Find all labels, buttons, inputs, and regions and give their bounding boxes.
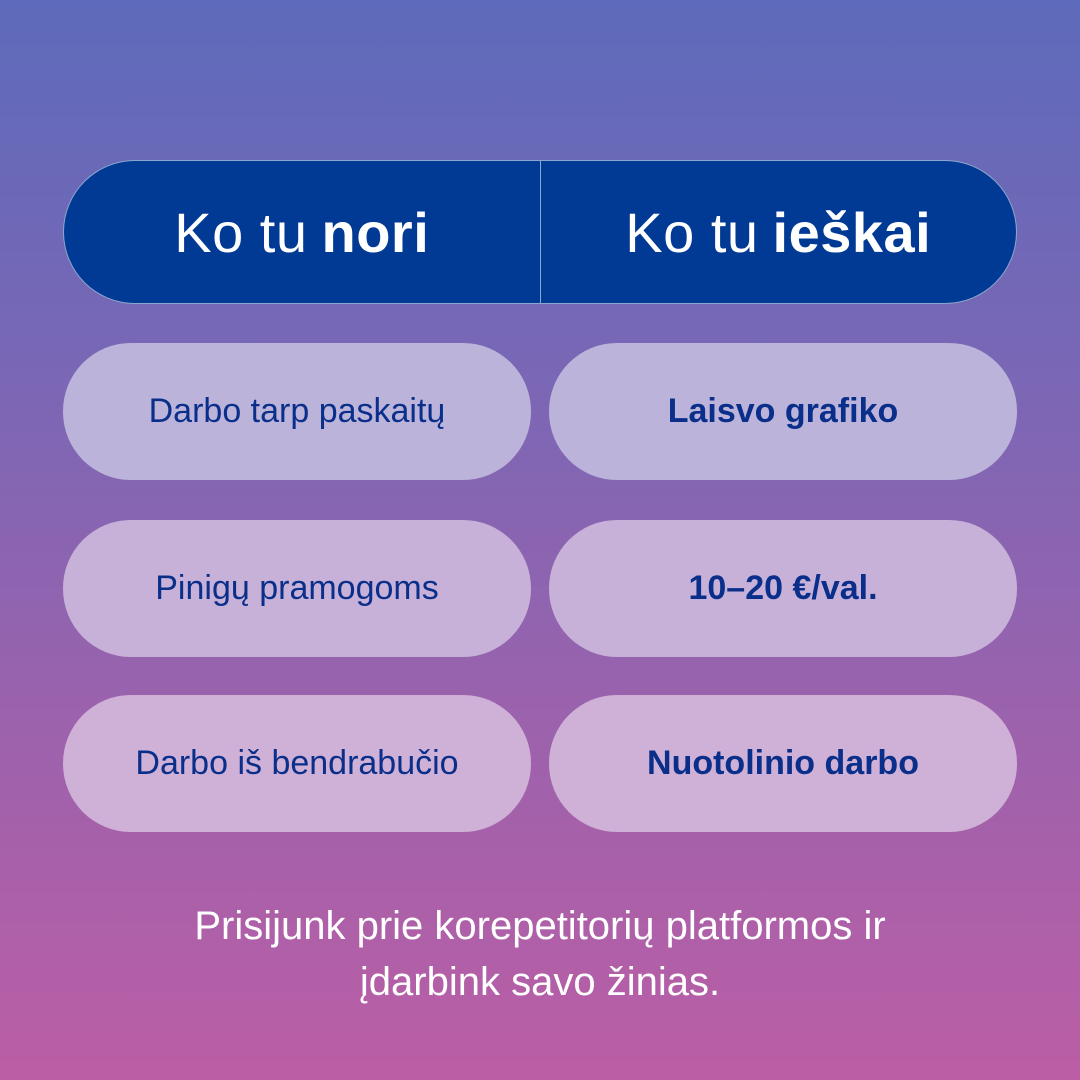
- want-item-1: Darbo tarp paskaitų: [63, 343, 531, 480]
- footer-line-1: Prisijunk prie korepetitorių platformos ir: [194, 904, 886, 948]
- offer-item-3: Nuotolinio darbo: [549, 695, 1017, 832]
- header-seek-prefix: Ko tu: [625, 200, 759, 264]
- comparison-header: [63, 160, 1017, 304]
- footer-line-2: įdarbink savo žinias.: [359, 960, 721, 1004]
- header-want-prefix: Ko tu: [174, 200, 308, 264]
- header-seek: [541, 161, 1017, 303]
- footer-call-to-action: [90, 898, 990, 1010]
- header-seek-bold: ieškai: [772, 200, 932, 264]
- offer-item-1: Laisvo grafiko: [549, 343, 1017, 480]
- want-item-2: Pinigų pramogoms: [63, 520, 531, 657]
- header-want: [64, 161, 541, 303]
- header-want-bold: nori: [321, 200, 430, 264]
- offer-item-2: 10–20 €/val.: [549, 520, 1017, 657]
- want-item-3: Darbo iš bendrabučio: [63, 695, 531, 832]
